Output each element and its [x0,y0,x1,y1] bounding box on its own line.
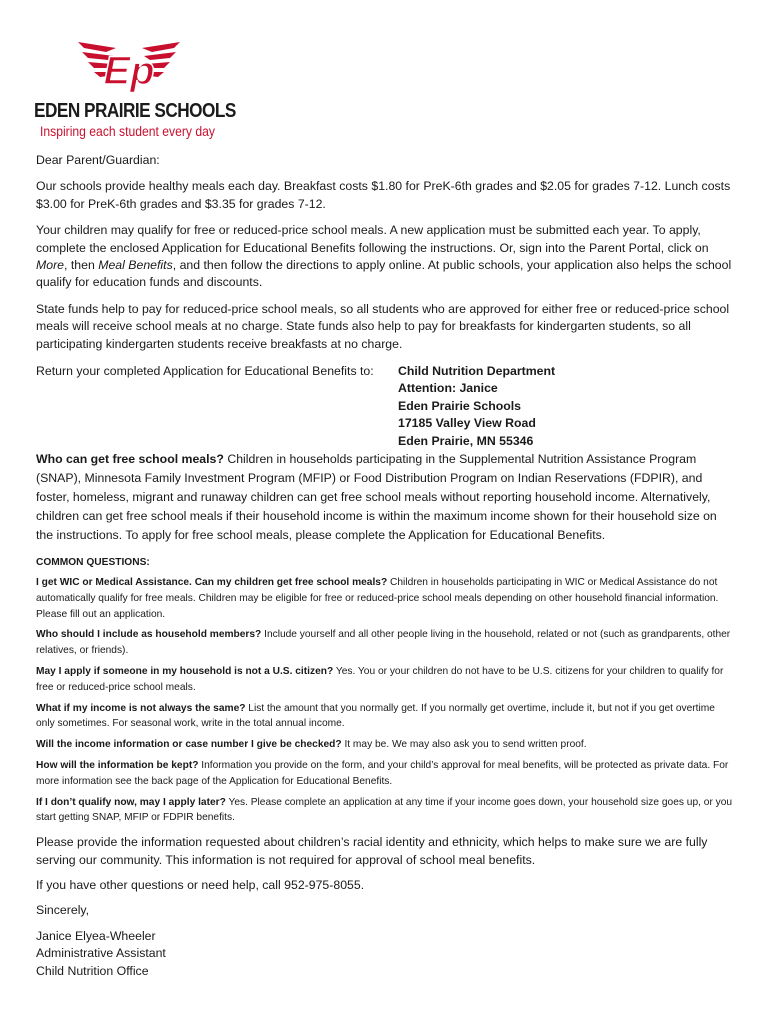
free-meals-question: Who can get free school meals? [36,452,224,467]
faq-item [36,737,736,753]
state-funds-paragraph: State funds help to pay for reduced-price school meals, so all students who are approved for either free or reduced-price school meals will receive school meals at no charge. State funds also help to pay for breakfasts for kindergarten students, so all participating kindergarten students receive breakfasts at no charge. [36,301,730,351]
faq-item [36,758,736,790]
common-questions-heading: COMMON QUESTIONS: [36,557,150,569]
letter-body [36,152,736,980]
faq-question: May I apply if someone in my household is not a U.S. citizen? [36,666,334,678]
faq-question: I get WIC or Medical Assistance. Can my children get free school meals? [36,577,388,589]
logo-letters: Ep [103,49,155,93]
more-menu-reference: More [36,258,65,273]
signer-title: Administrative Assistant [36,946,166,961]
faq-item [36,701,736,733]
faq-answer: Include yourself and all other people living in the household, related or not (such as grandparents, other relatives, or friends). [36,629,731,657]
signer-office: Child Nutrition Office [36,963,149,978]
meal-prices-paragraph: Our schools provide healthy meals each day. Breakfast costs $1.80 for PreK-6th grades and $2.05 for grades 7-12. Lunch costs $3.00 for PreK-6th grades and $3.35 for grades 7-12. [36,179,731,211]
faq-item [36,575,736,622]
mailing-address [398,363,555,450]
faq-question: Who should I include as household members? [36,629,262,641]
racial-identity-paragraph: Please provide the information requested about children’s racial identity and ethnicity, which helps to make sure we are fully serving our community. This information is not required for approval of school meal benefits. [36,835,708,867]
school-name: EDEN PRAIRIE SCHOOLS [34,100,236,122]
faq-item [36,664,736,696]
address-line: Eden Prairie Schools [398,398,522,413]
address-line: Eden Prairie, MN 55346 [398,433,534,448]
signer-name: Janice Elyea-Wheeler [36,928,156,943]
faq-item [36,795,736,827]
address-line: 17185 Valley View Road [398,416,536,431]
faq-item [36,627,736,659]
faq-answer: Yes. You or your children do not have to be U.S. citizens for your children to qualify for free or reduced-price school meals. [36,666,724,693]
faq-answer: Children in households participating in WIC or Medical Assistance do not automatically qualify for free meals. Children may be eligible for free or reduced-price school meals depending on other household financial information. Please fill out an application. [36,577,719,620]
eden-prairie-logo [34,40,236,140]
school-tagline: Inspiring each student every day [40,124,215,139]
address-line: Child Nutrition Department [398,364,556,379]
meal-benefits-reference: Meal Benefits [98,258,173,273]
return-address-block [36,363,736,450]
winged-ep-logo-icon [74,40,184,98]
faq-answer: Yes. Please complete an application at any time if your income goes down, your household size goes up, or you start getting SNAP, MFIP or FDPIR benefits. [36,796,733,824]
faq-question: What if my income is not always the same? [36,702,246,714]
faq-answer: List the amount that you normally get. If you normally get overtime, include it, but not if you get overtime only sometimes. For seasonal work, write in the total annual income. [36,702,715,730]
faq-question: How will the information be kept? [36,760,199,772]
greeting: Dear Parent/Guardian: [36,153,160,167]
faq-question: If I don’t qualify now, may I apply later? [36,796,226,808]
free-meals-paragraph [36,450,736,545]
help-paragraph: If you have other questions or need help, call 952-975-8055. [36,878,365,893]
faq-answer: Information you provide on the form, and your child’s approval for meal benefits, will be protected as private data. For more information see the back page of the Application for Educational Benefits. [36,760,729,787]
return-label: Return your completed Application for Educational Benefits to: [36,364,374,379]
faq-question: Will the income information or case number I give be checked? [36,739,342,751]
signature-block [36,928,736,980]
qualify-paragraph: Your children may qualify for free or reduced-price school meals. A new application must be submitted each year. To apply, complete the enclosed Application for Educational Benefits following the instructions. Or, sign into the Parent Portal, click on More, then Meal Benefits, and then follow the directions to apply online. At public schools, your application also helps the school qualify for education funds and discounts. [36,223,732,290]
sincerely: Sincerely, [36,903,90,918]
address-line: Attention: Janice [398,381,498,396]
free-meals-answer: Children in households participating in the Supplemental Nutrition Assistance Program (SNAP), Minnesota Family Investment Program (MFIP) or Food Distribution Program on Indian Reservations (FDPIR), and foster, homeless, migrant and runaway children can get free school meals without reporting household income. Alternatively, children can get free school meals if their household income is within the maximum income shown for their household size on the instructions. To apply for free school meals, please complete the Application for Educational Benefits. [36,452,717,543]
faq-answer: It may be. We may also ask you to send written proof. [341,739,587,751]
